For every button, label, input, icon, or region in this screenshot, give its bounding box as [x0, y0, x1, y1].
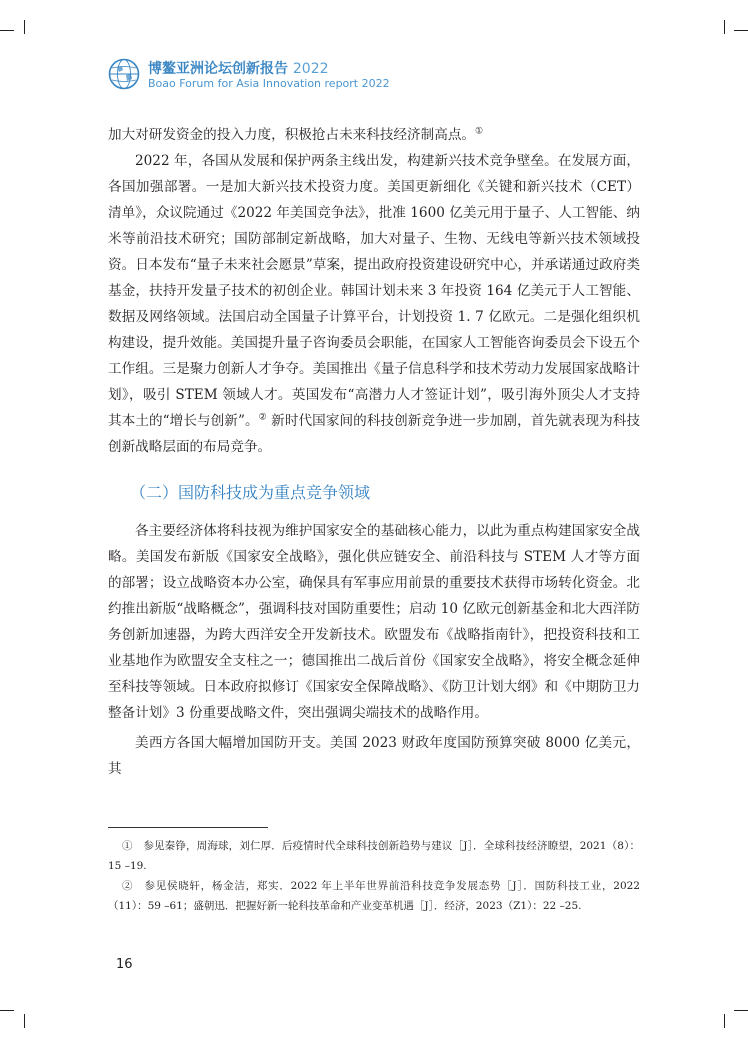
- paragraph: 加大对研发资金的投入力度，积极抢占未来科技经济制高点。①: [108, 126, 484, 143]
- main-text: [108, 122, 640, 782]
- crop-mark: [24, 1014, 25, 1028]
- footnote: ① 参见秦铮，周海球，刘仁厚．后疫情时代全球科技创新趋势与建议［J］．全球科技经济瞭望，2021（8）：15 –19.: [108, 840, 640, 872]
- footnotes: [108, 836, 640, 916]
- paragraph: 美西方各国大幅增加国防开支。美国 2023 财政年度国防预算突破 8000 亿美元，其: [108, 735, 640, 777]
- page-number: 16: [116, 957, 133, 972]
- footnote: ② 参见侯晓轩，杨金洁，郑实．2022 年上半年世界前沿科技竞争发展态势［J］．国防科技工业，2022（11）：59 –61；盛朝迅．把握好新一轮科技革命和产业变革机遇［J］．经济，2023（Z1）：22 –25.: [108, 880, 640, 912]
- section-heading: （二）国防科技成为重点竞争领域: [130, 483, 371, 502]
- crop-mark: [724, 1014, 725, 1028]
- crop-mark: [0, 1010, 14, 1011]
- footnote-ref: ①: [475, 126, 484, 137]
- paragraph: 各主要经济体将科技视为维护国家安全的基础核心能力，以此为重点构建国家安全战略。美国发布新版《国家安全战略》，强化供应链安全、前沿科技与 STEM 人才等方面的部署；设立战略资本办公室，确保具有军事应用前景的重要技术获得市场转化资金。北约推出新版“战略概念”，强调科技对国防重要性；启动 10 亿欧元创新基金和北大西洋防务创新加速器，为跨大西洋安全开发新技术。欧盟发布《战略指南针》，把投资科技和工业基地作为欧盟安全支柱之一；德国推出二战后首份《国家安全战略》，将安全概念延伸至科技等领域。日本政府拟修订《国家安全保障战略》、《防卫计划大纲》和《中期防卫力整备计划》3 份重要战略文件，突出强调尖端技术的战略作用。: [108, 523, 640, 721]
- footnote-ref: ②: [258, 412, 267, 423]
- crop-mark: [0, 30, 14, 31]
- crop-mark: [724, 20, 725, 34]
- paragraph: 2022 年，各国从发展和保护两条主线出发，构建新兴技术竞争壁垒。在发展方面，各国加强部署。一是加大新兴技术投资力度。美国更新细化《关键和新兴技术（CET）清单》，众议院通过《2022 年美国竞争法》，批准 1600 亿美元用于量子、人工智能、纳米等前沿技术研究；国防部制定新战略，加大对量子、生物、无线电等新兴技术领域投资。日本发布“量子未来社会愿景”草案，提出政府投资建设研究中心，并承诺通过政府类基金，扶持开发量子技术的初创企业。韩国计划未来 3 年投资 164 亿美元于人工智能、数据及网络领域。法国启动全国量子计算平台，计划投资 1. 7 亿欧元。二是强化组织机构建设，提升效能。美国提升量子咨询委员会职能，在国家人工智能咨询委员会下设五个工作组。三是聚力创新人才争夺。美国推出《量子信息科学和技术劳动力发展国家战略计划》，吸引 STEM 领域人才。英国发布“高潜力人才签证计划”，吸引海外顶尖人才支持其本土的“增长与创新”。② 新时代国家间的科技创新竞争进一步加剧，首先就表现为科技创新战略层面的布局竞争。: [108, 153, 640, 455]
- crop-mark: [734, 1010, 748, 1011]
- running-header: [108, 56, 668, 96]
- crop-mark: [24, 20, 25, 34]
- footnote-divider: [108, 827, 268, 828]
- crop-mark: [734, 30, 748, 31]
- report-title: 博鳌亚洲论坛创新报告 2022: [148, 61, 329, 77]
- report-subtitle: Boao Forum for Asia Innovation report 2022: [148, 77, 390, 90]
- globe-logo-icon: [108, 58, 140, 90]
